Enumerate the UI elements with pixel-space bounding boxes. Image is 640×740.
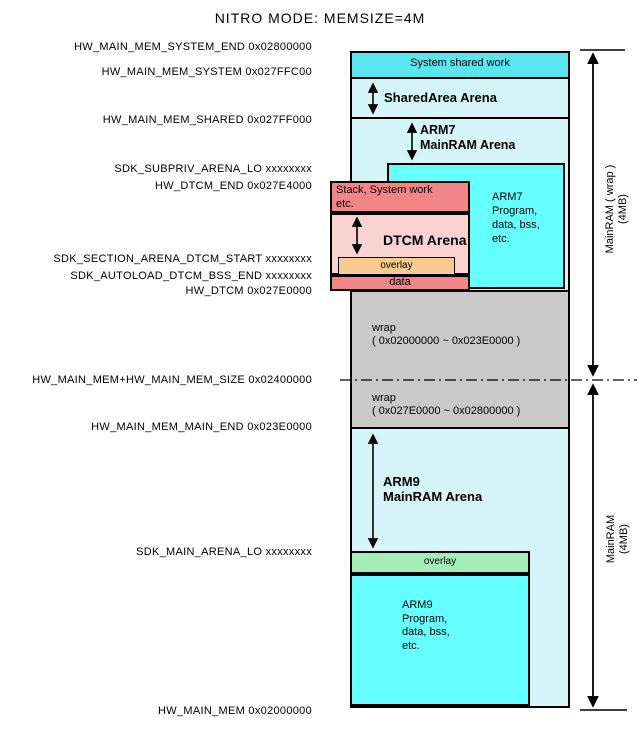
arm9-arena-line2: MainRAM Arena (383, 489, 483, 504)
arm7-program-line1: ARM7 (492, 191, 523, 203)
arm9-program-label (402, 599, 450, 653)
mainram-wrap-4mb-label (604, 147, 630, 271)
label-sdk-autoload-dtcm-bss-end: SDK_AUTOLOAD_DTCM_BSS_END xxxxxxxx (70, 270, 312, 282)
label-hw-dtcm-end: HW_DTCM_END 0x027E4000 (155, 180, 312, 192)
wrap-upper-line2: ( 0x02000000 ~ 0x023E0000 ) (372, 335, 521, 347)
label-hw-main-mem-system: HW_MAIN_MEM_SYSTEM 0x027FFC00 (101, 66, 312, 78)
mainram-line2: (4MB) (618, 524, 630, 554)
label-hw-main-mem-system-end: HW_MAIN_MEM_SYSTEM_END 0x02800000 (74, 41, 312, 53)
mainram-line1: MainRAM (605, 514, 617, 564)
arm7-mainram-arena-label (420, 123, 515, 153)
arm9-program-line1: ARM9 (402, 599, 433, 611)
mainram-4mb-label (605, 477, 631, 601)
dtcm-overlay-label: overlay (380, 260, 413, 271)
arm7-arena-line2: MainRAM Arena (420, 138, 516, 152)
dtcm-data-label: data (389, 276, 411, 288)
arm9-mainram-arena-label (383, 474, 482, 504)
arm7-program-line3: data, bss, (492, 219, 540, 231)
label-sdk-section-arena-dtcm-start: SDK_SECTION_ARENA_DTCM_START xxxxxxxx (53, 253, 312, 265)
wrap-lower-line2: ( 0x027E0000 ~ 0x02800000 ) (372, 405, 521, 417)
system-shared-work-label: System shared work (410, 57, 510, 69)
wrap-upper-line1: wrap (372, 322, 396, 334)
arm9-program-line3: data, bss, (402, 626, 450, 638)
arm9-program-line4: etc. (402, 639, 420, 652)
label-hw-main-mem-size: HW_MAIN_MEM+HW_MAIN_MEM_SIZE 0x02400000 (32, 374, 312, 386)
label-hw-main-mem-shared: HW_MAIN_MEM_SHARED 0x027FF000 (102, 114, 312, 126)
label-sdk-main-arena-lo: SDK_MAIN_ARENA_LO xxxxxxxx (136, 546, 312, 558)
shared-boundary-line (350, 117, 570, 119)
arm7-program-label (492, 190, 540, 246)
arm9-arena-line1: ARM9 (383, 474, 420, 489)
sharedarea-arena-label: SharedArea Arena (384, 90, 497, 105)
stack-system-work-label (336, 183, 433, 211)
stack-line2: etc. (336, 198, 354, 210)
arm7-program-line2: Program, (492, 205, 538, 217)
mainram-wrap-line2: (4MB) (617, 194, 629, 224)
label-sdk-subpriv-arena-lo: SDK_SUBPRIV_ARENA_LO xxxxxxxx (114, 163, 312, 175)
arm7-arena-line1: ARM7 (420, 123, 456, 137)
arm9-overlay-label: overlay (423, 556, 457, 567)
label-hw-main-mem: HW_MAIN_MEM 0x02000000 (158, 705, 312, 717)
wrap-lower-label (372, 392, 520, 418)
wrap-lower-line1: wrap (372, 392, 396, 404)
arm9-program-line2: Program, (402, 612, 448, 625)
arm7-program-line4: etc. (492, 233, 510, 245)
stack-line1: Stack, System work (336, 184, 433, 196)
diagram-title: NITRO MODE: MEMSIZE=4M (214, 10, 426, 26)
dtcm-arena-label: DTCM Arena (383, 232, 467, 248)
wrap-upper-label (372, 322, 520, 348)
label-hw-dtcm: HW_DTCM 0x027E0000 (185, 285, 312, 297)
label-hw-main-mem-main-end: HW_MAIN_MEM_MAIN_END 0x023E0000 (91, 421, 312, 433)
mainram-wrap-line1: MainRAM ( wrap ) (604, 164, 616, 254)
